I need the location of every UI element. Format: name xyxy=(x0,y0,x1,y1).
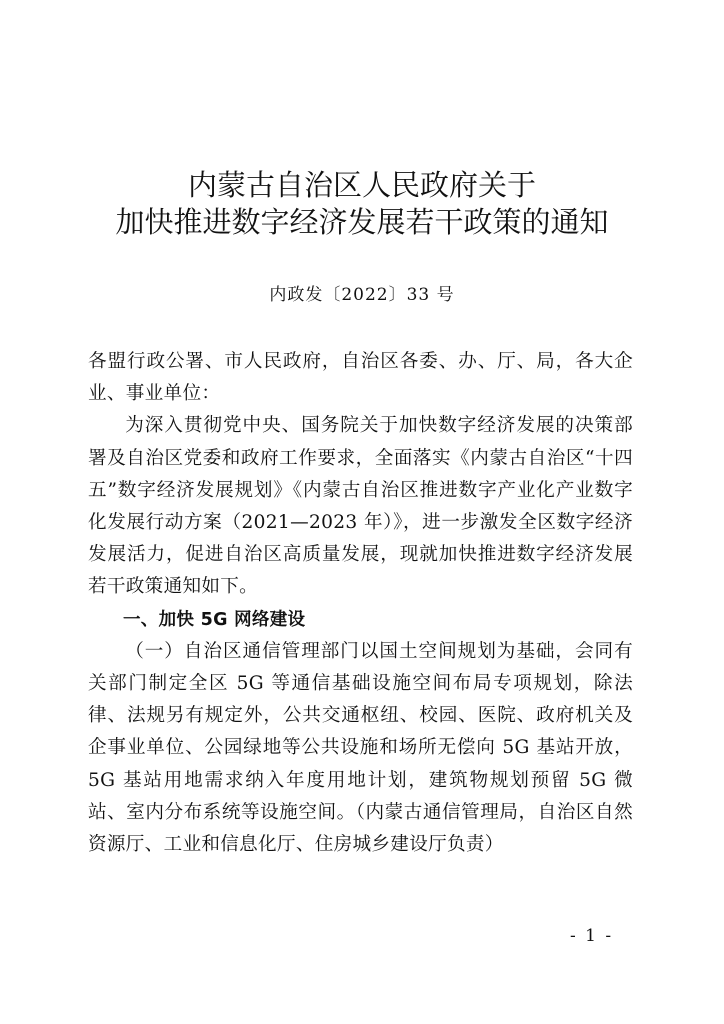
document-number: 内政发〔2022〕33 号 xyxy=(269,285,455,305)
document-title-line1: 内蒙古自治区人民政府关于 xyxy=(187,168,536,202)
document-body xyxy=(88,346,633,861)
section-item-paragraph: （一）自治区通信管理部门以国土空间规划为基础，会同有关部门制定全区 5G 等通信基础设施空间布局专项规划，除法律、法规另有规定外，公共交通枢纽、校园、医院、政府机关及企事业单位、公园绿地等公共设施和场所无偿向 5G 基站开放，5G 基站用地需求纳入年度用地计划，建筑物规划预留 5G 微站、室内分布系统等设施空间。（内蒙古通信管理局，自治区自然资源厅、工业和信息化厅、住房城乡建设厅负责） xyxy=(88,640,633,856)
document-title-line2: 加快推进数字经济发展若干政策的通知 xyxy=(115,205,609,239)
intro-paragraph: 为深入贯彻党中央、国务院关于加快数字经济发展的决策部署及自治区党委和政府工作要求，全面落实《内蒙古自治区“十四五”数字经济发展规划》《内蒙古自治区推进数字产业化产业数字化发展行动方案（2021—2023 年）》，进一步激发全区数字经济发展活力，促进自治区高质量发展，现就加快推进数字经济发展若干政策通知如下。 xyxy=(88,415,633,598)
page-number: - 1 - xyxy=(570,926,614,946)
section-heading: 一、加快 5G 网络建设 xyxy=(123,609,306,630)
addressee-paragraph: 各盟行政公署、市人民政府，自治区各委、办、厅、局，各大企业、事业单位： xyxy=(88,351,633,405)
